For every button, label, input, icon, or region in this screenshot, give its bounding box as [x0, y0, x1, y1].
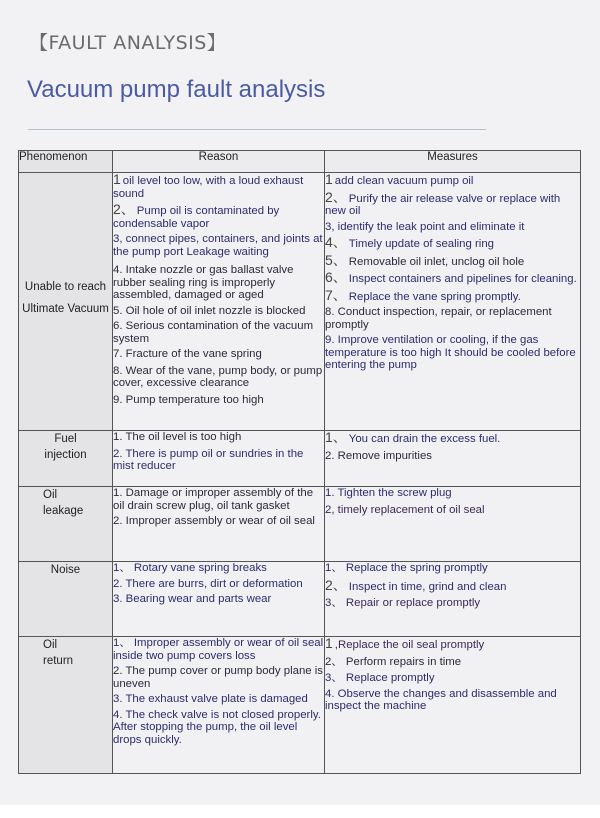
item-text: 7. Fracture of the vane spring — [113, 348, 262, 360]
reason-item — [113, 709, 324, 747]
item-text: 4. The check valve is not closed properly. After stopping the pump, the oil level drops quickly. — [113, 708, 321, 746]
item-text: 6. Serious contamination of the vacuum system — [113, 320, 314, 345]
measure-item — [325, 576, 580, 594]
section-tag: 【FAULT ANALYSIS】 — [29, 32, 227, 54]
measure-item — [325, 656, 580, 669]
reason-item — [113, 394, 324, 407]
measure-item — [325, 306, 580, 331]
measure-item — [325, 597, 580, 610]
item-text: 1. Damage or improper assembly of the oil drain screw plug, oil tank gasket — [113, 487, 314, 512]
item-text: 3. Bearing wear and parts wear — [113, 593, 272, 605]
measure-item — [325, 672, 580, 685]
table-row — [19, 487, 581, 562]
page-title: Vacuum pump fault analysis — [27, 76, 326, 103]
reason-item — [113, 487, 324, 512]
item-text: 3, identify the leak point and eliminate it — [325, 220, 525, 233]
reason-item — [113, 305, 324, 318]
measure-item — [325, 271, 580, 286]
measure-cell — [325, 562, 581, 637]
measure-item — [325, 221, 580, 234]
phenomenon-cell — [19, 487, 113, 562]
item-text: 8. Conduct inspection, repair, or replacement promptly — [325, 306, 552, 331]
reason-item — [113, 515, 324, 528]
reason-cell — [113, 173, 325, 431]
measure-cell — [325, 431, 581, 487]
item-text: 1. The oil level is too high — [113, 431, 242, 443]
item-number: 4、 — [325, 234, 347, 250]
table-row — [19, 173, 581, 431]
item-text: 9. Pump temperature too high — [113, 393, 264, 406]
measure-item — [325, 431, 580, 446]
table-row — [19, 637, 581, 774]
item-text: 3. The exhaust valve plate is damaged — [113, 693, 308, 705]
phenomenon-label: Oil — [43, 489, 58, 501]
phenomenon-cell — [19, 431, 113, 487]
item-number: 7、 — [325, 286, 347, 303]
item-number: 1 — [113, 171, 121, 187]
reason-item — [113, 173, 324, 200]
measure-item — [325, 236, 580, 251]
reason-cell — [113, 637, 325, 774]
measure-item — [325, 637, 580, 652]
item-text: 1. Tighten the screw plug — [325, 487, 452, 499]
item-text: 9. Improve ventilation or cooling, if the gas temperature is too high It should be cooled before entering the pump — [325, 334, 576, 371]
item-text: 2, timely replacement of oil seal — [325, 503, 485, 516]
measure-item — [325, 562, 580, 575]
item-text: 4. Observe the changes and disassemble and inspect the machine — [325, 687, 557, 712]
item-text: 8. Wear of the vane, pump body, or pump cover, excessive clearance — [113, 364, 323, 389]
reason-item — [113, 665, 324, 690]
measure-item — [325, 450, 580, 463]
measure-item — [325, 173, 580, 188]
reason-item — [113, 448, 324, 473]
phenomenon-label: Ultimate Vacuum — [22, 303, 109, 315]
item-text: 2. Remove impurities — [325, 449, 432, 462]
reason-item — [113, 562, 324, 575]
item-text: 1、 Replace the spring promptly — [325, 562, 488, 574]
item-text: Purify the air release valve or replace with new oil — [325, 192, 561, 217]
measure-item — [325, 688, 580, 713]
item-number: 5、 — [325, 251, 347, 268]
item-text: Replace the vane spring promptly. — [348, 290, 521, 303]
column-header-reason: Reason — [113, 151, 325, 173]
measure-item — [325, 286, 580, 304]
phenomenon-cell — [19, 637, 113, 774]
reason-cell — [113, 487, 325, 562]
reason-item — [113, 233, 324, 258]
item-text: 2. Improper assembly or wear of oil seal — [113, 515, 315, 527]
item-text: 2. There are burrs, dirt or deformation — [113, 577, 303, 590]
item-text: ,Replace the oil seal promptly — [334, 639, 485, 651]
item-number: 2、 — [325, 576, 347, 593]
column-header-phenomenon: Phenomenon — [19, 151, 113, 173]
measure-cell — [325, 487, 581, 562]
measure-cell — [325, 637, 581, 774]
item-number: 1 — [325, 171, 333, 187]
reason-item — [113, 593, 324, 606]
item-text: 2. The pump cover or pump body plane is uneven — [113, 665, 324, 690]
item-text: 3, connect pipes, containers, and joints at the pump port Leakage waiting — [113, 233, 323, 258]
column-header-measures: Measures — [325, 151, 581, 173]
table-row — [19, 431, 581, 487]
reason-item — [113, 693, 324, 706]
reason-cell — [113, 562, 325, 637]
item-text: Pump oil is contaminated by condensable vapor — [113, 205, 280, 230]
reason-item — [113, 264, 324, 302]
phenomenon-label: injection — [44, 449, 87, 461]
measure-item — [325, 334, 580, 372]
reason-item — [113, 637, 324, 662]
reason-item — [113, 320, 324, 345]
item-text: 3、 Repair or replace promptly — [325, 597, 481, 609]
phenomenon-cell — [19, 173, 113, 431]
reason-item — [113, 578, 324, 591]
item-text: Inspect in time, grind and clean — [348, 580, 507, 593]
reason-item — [113, 348, 324, 361]
phenomenon-label: Noise — [50, 564, 81, 576]
measure-item — [325, 504, 580, 517]
item-text: add clean vacuum pump oil — [334, 175, 474, 187]
measure-item — [325, 251, 580, 269]
item-text: 2. There is pump oil or sundries in the mist reducer — [113, 447, 304, 472]
item-text: 4. Intake nozzle or gas ballast valve rubber sealing ring is improperly assembled, damaged or aged — [113, 264, 294, 301]
phenomenon-label: leakage — [43, 505, 84, 517]
reason-item — [113, 365, 324, 390]
item-text: 1、 Rotary vane spring breaks — [113, 562, 267, 574]
item-text: 1、 Improper assembly or wear of oil seal inside two pump covers loss — [113, 637, 324, 662]
reason-item — [113, 431, 324, 444]
item-text: 5. Oil hole of oil inlet nozzle is blocked — [113, 304, 306, 317]
item-number: 6、 — [325, 269, 347, 285]
phenomenon-label: Fuel — [54, 433, 77, 445]
phenomenon-label: return — [43, 655, 74, 667]
item-number: 1、 — [325, 429, 347, 445]
item-text: oil level too low, with a loud exhaust sound — [113, 175, 304, 200]
measure-item — [325, 188, 580, 218]
item-text: Inspect containers and pipelines for cleaning. — [348, 273, 577, 285]
divider — [28, 129, 486, 130]
phenomenon-label: Oil — [43, 639, 58, 651]
item-text: Timely update of sealing ring — [348, 238, 494, 250]
table-row — [19, 562, 581, 637]
item-text: You can drain the excess fuel. — [348, 433, 501, 445]
item-text: Removable oil inlet, unclog oil hole — [348, 255, 525, 268]
phenomenon-label: Unable to reach — [24, 281, 107, 293]
reason-item — [113, 203, 324, 230]
item-number: 1 — [325, 635, 333, 651]
table-header-row — [19, 151, 581, 173]
reason-cell — [113, 431, 325, 487]
item-text: 3、 Replace promptly — [325, 672, 435, 684]
measure-cell — [325, 173, 581, 431]
fault-analysis-table — [18, 150, 581, 774]
item-text: 2、 Perform repairs in time — [325, 655, 462, 668]
phenomenon-cell — [19, 562, 113, 637]
item-number: 2、 — [325, 188, 347, 205]
measure-item — [325, 487, 580, 500]
item-number: 2、 — [113, 201, 135, 217]
